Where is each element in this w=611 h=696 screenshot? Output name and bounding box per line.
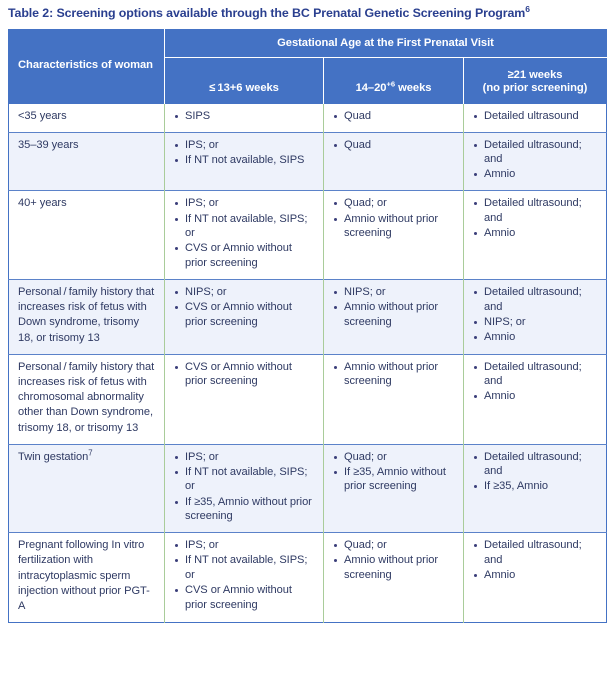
table-row: [9, 444, 607, 532]
header-col-21w-second: (no prior screening): [482, 82, 588, 94]
option-item: Amnio without prior screening: [333, 360, 456, 389]
cell-options-1: [165, 533, 324, 623]
table-row: [9, 132, 607, 191]
cell-characteristic: [9, 191, 165, 279]
options-list: [333, 285, 456, 329]
option-item: IPS; or: [174, 138, 316, 153]
option-item: IPS; or: [174, 196, 316, 211]
cell-options-2: [324, 444, 464, 532]
cell-characteristic: [9, 444, 165, 532]
table-row: [9, 354, 607, 444]
options-list: [473, 538, 599, 582]
option-item: CVS or Amnio without prior screening: [174, 300, 316, 329]
option-item: Quad: [333, 138, 456, 153]
option-item: Amnio without prior screening: [333, 300, 456, 329]
option-item: Amnio without prior screening: [333, 553, 456, 582]
header-col-21w: [464, 57, 607, 103]
option-item: NIPS; or: [473, 315, 599, 330]
header-col-13w6-main: ≤ 13+6 weeks: [209, 82, 279, 94]
option-item: Quad; or: [333, 450, 456, 465]
cell-options-2: [324, 354, 464, 444]
option-item: IPS; or: [174, 538, 316, 553]
cell-options-1: [165, 191, 324, 279]
cell-options-2: [324, 191, 464, 279]
header-col-14-20w6-sup: +6: [386, 79, 396, 89]
option-item: If NT not available, SIPS; or: [174, 553, 316, 582]
options-list: [174, 109, 316, 124]
cell-characteristic: [9, 132, 165, 191]
cell-options-3: [464, 444, 607, 532]
cell-characteristic: [9, 354, 165, 444]
table-row: [9, 533, 607, 623]
option-item: Amnio: [473, 167, 599, 182]
header-col-14-20w6-second: weeks: [395, 82, 432, 94]
cell-characteristic: [9, 533, 165, 623]
options-list: [333, 538, 456, 582]
option-item: Quad; or: [333, 538, 456, 553]
options-list: [174, 285, 316, 329]
table-caption-footnote-marker: 6: [525, 3, 530, 14]
characteristic-text: Twin gestation$^7$: [18, 448, 93, 463]
option-item: Amnio: [473, 330, 599, 345]
options-list: [473, 109, 599, 124]
cell-options-1: [165, 354, 324, 444]
table-row: [9, 279, 607, 354]
cell-options-3: [464, 533, 607, 623]
cell-options-1: [165, 103, 324, 132]
header-characteristics: Characteristics of woman: [9, 29, 165, 103]
option-item: Amnio: [473, 389, 599, 404]
characteristic-text: 40+ years: [18, 197, 67, 210]
options-list: [333, 138, 456, 153]
option-item: CVS or Amnio without prior screening: [174, 360, 316, 389]
cell-options-2: [324, 533, 464, 623]
cell-characteristic: [9, 103, 165, 132]
options-list: [473, 196, 599, 240]
header-col-13w6: [165, 57, 324, 103]
option-item: CVS or Amnio without prior screening: [174, 241, 316, 270]
option-item: If NT not available, SIPS; or: [174, 465, 316, 494]
characteristic-text: <35 years: [18, 109, 67, 122]
option-item: Quad; or: [333, 196, 456, 211]
option-item: Quad: [333, 109, 456, 124]
options-list: [333, 109, 456, 124]
cell-options-3: [464, 132, 607, 191]
cell-options-2: [324, 103, 464, 132]
table-body: [9, 103, 607, 623]
option-item: NIPS; or: [333, 285, 456, 300]
option-item: If NT not available, SIPS; or: [174, 212, 316, 241]
characteristic-text: 35–39 years: [18, 138, 79, 151]
header-row-group: [9, 29, 607, 57]
table-row: [9, 191, 607, 279]
option-item: Detailed ultrasound: [473, 109, 599, 124]
option-item: Detailed ultrasound; and: [473, 538, 599, 567]
options-list: [473, 138, 599, 182]
options-list: [174, 138, 316, 168]
option-item: Amnio: [473, 568, 599, 583]
option-item: CVS or Amnio without prior screening: [174, 583, 316, 612]
cell-characteristic: [9, 279, 165, 354]
options-list: [174, 450, 316, 524]
option-item: Detailed ultrasound; and: [473, 450, 599, 479]
characteristic-text: Personal / family history that increases risk of fetus with chromosomal abnormality other than Down syndrome, trisomy 18, or trisomy 13: [18, 360, 155, 434]
options-list: [473, 285, 599, 344]
option-item: If ≥35, Amnio without prior screening: [333, 465, 456, 494]
option-item: Amnio without prior screening: [333, 212, 456, 241]
options-list: [174, 538, 316, 612]
options-list: [333, 196, 456, 240]
cell-options-3: [464, 354, 607, 444]
cell-options-1: [165, 279, 324, 354]
table-caption-text: Table 2: Screening options available through the BC Prenatal Genetic Screening Program: [8, 6, 526, 20]
header-col-14-20w6: [324, 57, 464, 103]
characteristic-text: Pregnant following In vitro fertilization with intracytoplasmic sperm injection without prior PGT-A: [18, 539, 150, 613]
option-item: Detailed ultrasound; and: [473, 285, 599, 314]
characteristic-footnote-marker: 7: [88, 448, 93, 458]
cell-options-1: [165, 132, 324, 191]
option-item: NIPS; or: [174, 285, 316, 300]
screening-options-table: [8, 29, 607, 624]
option-item: SIPS: [174, 109, 316, 124]
cell-options-3: [464, 191, 607, 279]
options-list: [473, 360, 599, 404]
table-row: [9, 103, 607, 132]
option-item: Detailed ultrasound; and: [473, 138, 599, 167]
table-header: [9, 29, 607, 103]
cell-options-2: [324, 132, 464, 191]
option-item: Detailed ultrasound; and: [473, 360, 599, 389]
options-list: [333, 450, 456, 494]
options-list: [333, 360, 456, 389]
option-item: If ≥35, Amnio: [473, 479, 599, 494]
option-item: IPS; or: [174, 450, 316, 465]
option-item: If NT not available, SIPS: [174, 153, 316, 168]
option-item: Amnio: [473, 226, 599, 241]
header-gestational-age-group: Gestational Age at the First Prenatal Visit: [165, 29, 607, 57]
table-caption: [8, 5, 605, 22]
options-list: [473, 450, 599, 494]
options-list: [174, 360, 316, 389]
characteristic-text: Personal / family history that increases risk of fetus with Down syndrome, trisomy 18, or trisomy 13: [18, 285, 155, 344]
cell-options-1: [165, 444, 324, 532]
cell-options-3: [464, 279, 607, 354]
header-col-21w-main: ≥21 weeks: [507, 68, 563, 81]
cell-options-2: [324, 279, 464, 354]
option-item: If ≥35, Amnio without prior screening: [174, 495, 316, 524]
option-item: Detailed ultrasound; and: [473, 196, 599, 225]
header-col-14-20w6-main: 14–20: [355, 82, 387, 94]
cell-options-3: [464, 103, 607, 132]
options-list: [174, 196, 316, 270]
